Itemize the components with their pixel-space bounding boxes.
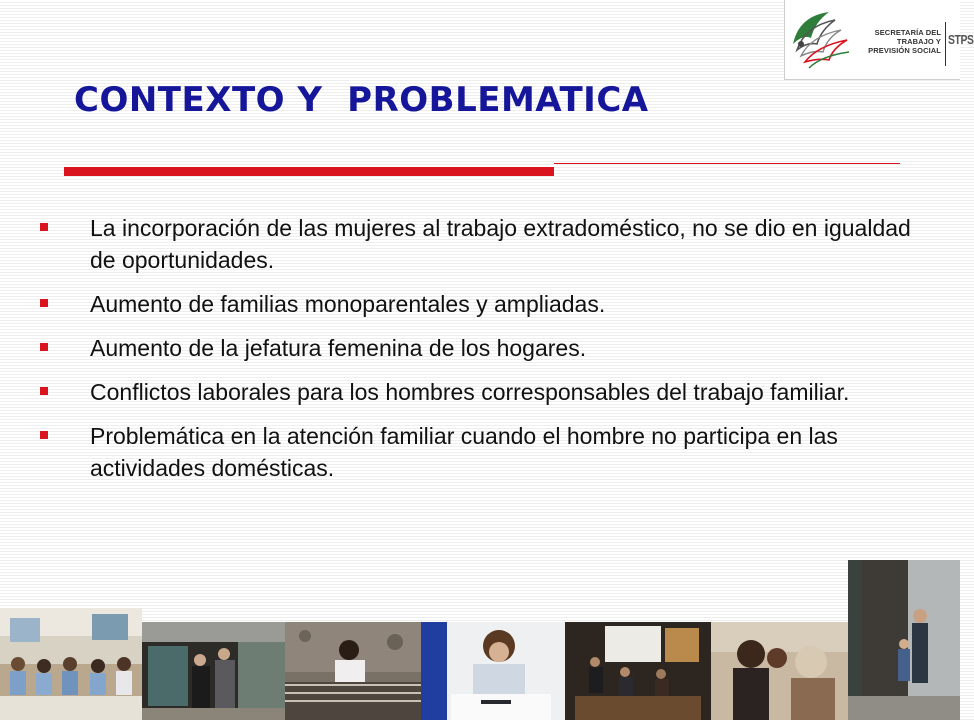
photo-woman-writing xyxy=(421,622,565,720)
agency-name xyxy=(851,28,941,55)
bullet-item xyxy=(38,420,928,484)
photo-artisan-weaving xyxy=(285,622,421,720)
bullet-text: La incorporación de las mujeres al trabajo extradoméstico, no se dio en igualdad de oportunidades. xyxy=(90,215,911,273)
bullet-text: Problemática en la atención familiar cuando el hombre no participa en las actividades domésticas. xyxy=(90,423,838,481)
bullet-text: Aumento de familias monoparentales y ampliadas. xyxy=(90,291,606,317)
bullet-item xyxy=(38,288,928,320)
photo-classroom xyxy=(0,608,142,720)
photo-women-conversation xyxy=(711,622,848,720)
photo-family-doorway xyxy=(848,560,960,720)
agency-line-2: TRABAJO Y xyxy=(896,37,941,46)
title-underline-line xyxy=(554,163,900,164)
photo-meeting-room xyxy=(565,622,711,720)
bullet-square-icon xyxy=(40,299,48,307)
bullet-item xyxy=(38,212,928,276)
bullet-square-icon xyxy=(40,387,48,395)
bullet-square-icon xyxy=(40,343,48,351)
stps-logo xyxy=(784,0,974,80)
bullet-list xyxy=(38,212,928,496)
slide-title: CONTEXTO Y PROBLEMATICA xyxy=(74,80,649,120)
agency-acronym: STPS xyxy=(948,32,974,47)
agency-line-3: PREVISIÓN SOCIAL xyxy=(868,46,941,55)
eagle-emblem-icon xyxy=(789,4,851,74)
bullet-text: Aumento de la jefatura femenina de los hogares. xyxy=(90,335,587,361)
logo-divider xyxy=(945,22,946,66)
photo-collage xyxy=(0,560,960,720)
bullet-item xyxy=(38,376,928,408)
bullet-square-icon xyxy=(40,431,48,439)
agency-line-1: SECRETARÍA DEL xyxy=(874,28,941,37)
title-underline-bar xyxy=(64,167,554,176)
bullet-square-icon xyxy=(40,223,48,231)
bullet-text: Conflictos laborales para los hombres corresponsables del trabajo familiar. xyxy=(90,379,850,405)
bullet-item xyxy=(38,332,928,364)
photo-office-entrance xyxy=(142,622,285,720)
